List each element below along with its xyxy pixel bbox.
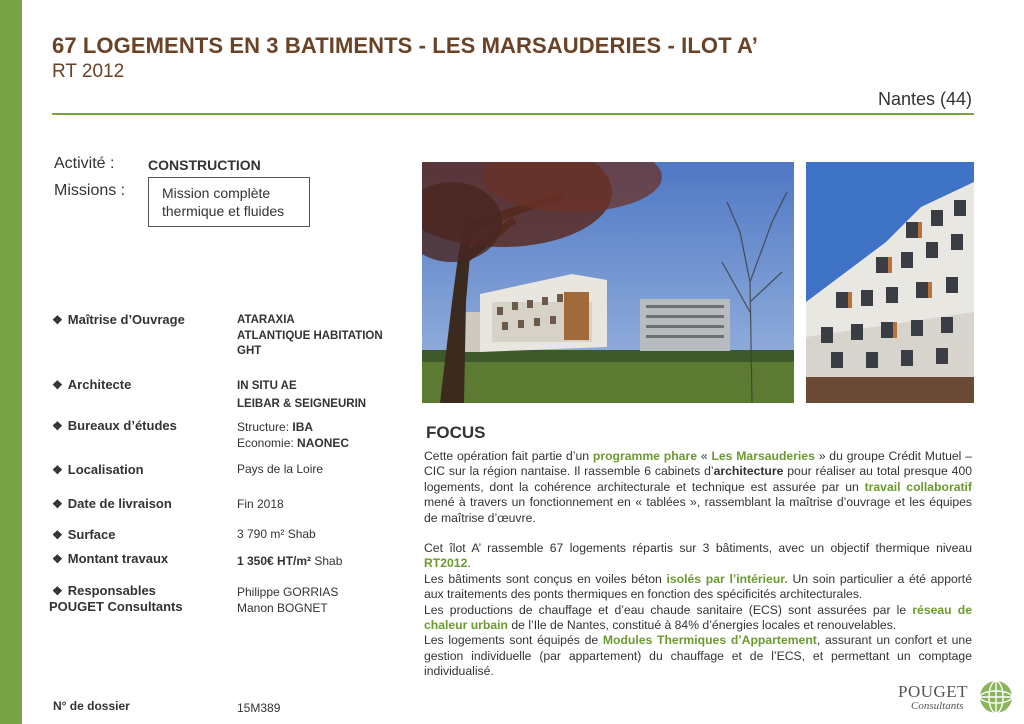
diamond-bullet-icon: ❖ (52, 313, 63, 327)
diamond-bullet-icon: ❖ (52, 584, 63, 598)
bureaux-label: ❖ Bureaux d’études (52, 418, 177, 433)
dossier-label: N° de dossier (53, 699, 130, 713)
montant-label: ❖ Montant travaux (52, 551, 169, 566)
focus-body (424, 449, 972, 680)
dossier-value: 15M389 (237, 701, 281, 715)
diamond-bullet-icon: ❖ (52, 463, 63, 477)
focus-paragraph-5: Les logements sont équipés de Modules Thermiques d’Appartement, assurant un confort et une gestion individuelle (par appartement) du chauffage et de l’ECS, et permettant un comptage individualisé. (424, 633, 972, 679)
diamond-bullet-icon: ❖ (52, 497, 63, 511)
localisation-value: Pays de la Loire (237, 462, 324, 476)
missions-label: Missions : (54, 182, 126, 199)
diamond-bullet-icon: ❖ (52, 378, 63, 392)
building-photo-wide (422, 162, 794, 403)
building-photo-facade (806, 162, 974, 403)
montant-value: 1 350€ HT/m² Shab (237, 554, 343, 568)
moa-label: ❖ Maîtrise d’Ouvrage (52, 312, 185, 327)
focus-paragraph-3: Les bâtiments sont conçus en voiles béton isolés par l’intérieur. Un soin particulier a été apporté aux traitements des ponts thermiques en fonction des spécificités architecturales. (424, 571, 972, 602)
surface-value: 3 790 m² Shab (237, 527, 316, 541)
bureaux-value: Structure: IBA Economie: NAONEC (237, 420, 350, 450)
architecte-value: IN SITU AE LEIBAR & SEIGNEURIN (237, 380, 367, 410)
responsables-label: ❖ Responsables POUGET Consultants (49, 583, 183, 614)
diamond-bullet-icon: ❖ (52, 528, 63, 542)
focus-paragraph-2: Cet îlot A’ rassemble 67 logements répartis sur 3 bâtiments, avec un objectif thermique niveau RT2012. (424, 541, 972, 571)
focus-paragraph-1: Cette opération fait partie d’un programme phare « Les Marsauderies » du groupe Crédit Mutuel – CIC sur la région nantaise. Il rassemble 6 cabinets d’architecture pour réaliser au total presque 400 logements, dont la cohérence architecturale et technique est assurée par un travail collaboratif mené à travers un fonctionnement en « tablées », rassemblant la maîtrise d’ouvrage et les équipes de maîtrise d’œuvre. (424, 449, 973, 525)
date-value: Fin 2018 (237, 497, 284, 511)
diamond-bullet-icon: ❖ (52, 552, 63, 566)
page-title: 67 LOGEMENTS EN 3 BATIMENTS - LES MARSAUDERIES - ILOT A’ (52, 33, 758, 58)
page-subtitle: RT 2012 (52, 61, 125, 82)
missions-line-2: thermique et fluides (162, 203, 285, 219)
location-label: Nantes (44) (877, 89, 972, 109)
architecte-label: ❖ Architecte (52, 377, 132, 392)
missions-box (148, 177, 310, 227)
accent-sidebar (0, 0, 22, 724)
company-logo: POUGET Consultants (898, 676, 1016, 720)
date-label: ❖ Date de livraison (52, 496, 172, 511)
diamond-bullet-icon: ❖ (52, 419, 63, 433)
responsables-value: Philippe GORRIAS Manon BOGNET (237, 585, 339, 615)
missions-line-1: Mission complète (162, 185, 271, 201)
moa-value: ATARAXIA ATLANTIQUE HABITATION GHT (237, 314, 383, 357)
globe-icon (978, 679, 1014, 715)
activity-label: Activité : (54, 155, 115, 172)
header-divider (52, 113, 974, 115)
focus-heading: FOCUS (426, 423, 486, 442)
focus-paragraph-4: Les productions de chauffage et d’eau chaude sanitaire (ECS) sont assurées par le réseau de chaleur urbain de l’Ile de Nantes, constitué à 84% d’énergies locales et renouvelables. (424, 602, 972, 633)
surface-label: ❖ Surface (52, 527, 116, 542)
localisation-label: ❖ Localisation (52, 462, 144, 477)
activity-value: CONSTRUCTION (148, 157, 261, 173)
